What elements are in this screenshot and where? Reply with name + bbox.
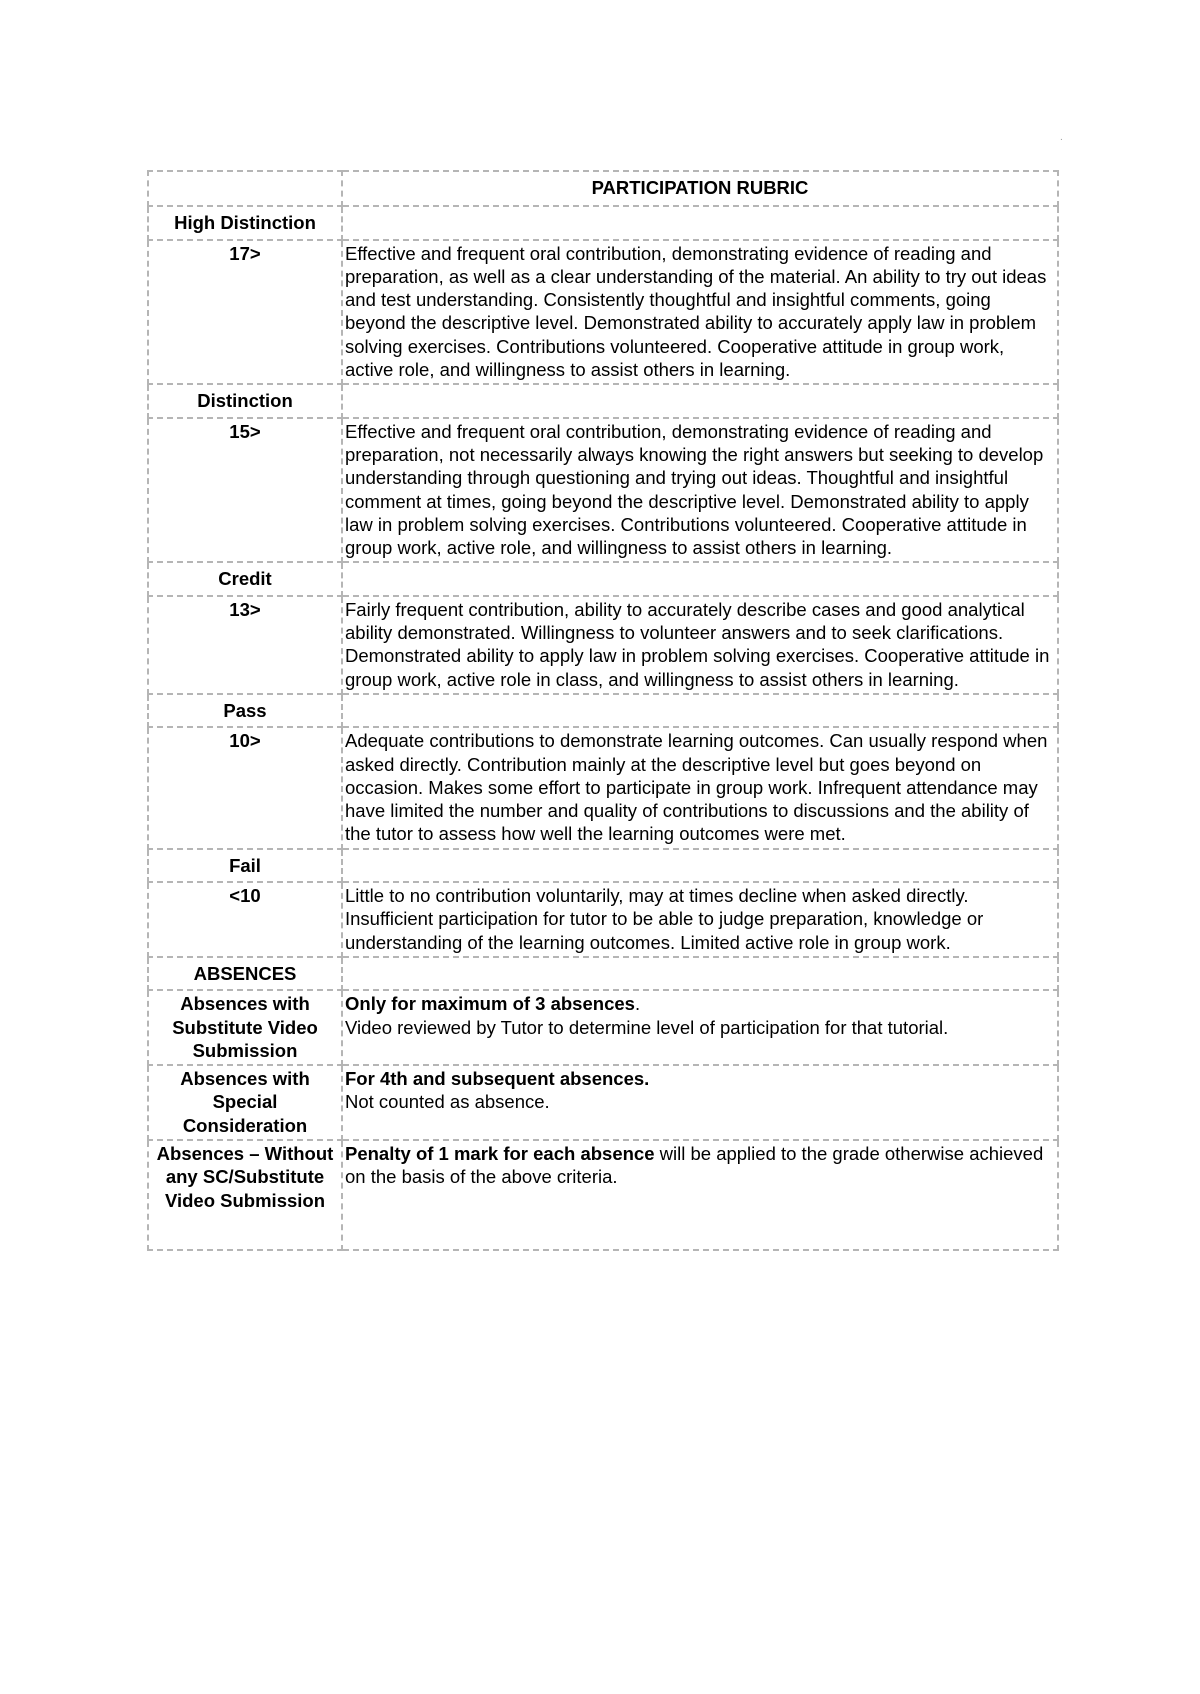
- grade-category-row: [148, 849, 1058, 882]
- grade-category-blank: [342, 849, 1058, 882]
- grade-category-label: Credit: [148, 562, 342, 595]
- absence-policy-emphasis: Penalty of 1 mark for each absence: [345, 1142, 655, 1164]
- participation-rubric-table: [147, 170, 1059, 1251]
- grade-category-row: [148, 694, 1058, 727]
- absence-policy-text: [342, 990, 1058, 1065]
- absence-type-label: Absences with Special Consideration: [148, 1065, 342, 1140]
- grade-category-label: Fail: [148, 849, 342, 882]
- absence-policy-suffix: .: [634, 993, 641, 1015]
- grade-category-label: High Distinction: [148, 206, 342, 239]
- title-blank-cell: [148, 171, 342, 206]
- grade-description: Effective and frequent oral contribution, demonstrating evidence of reading and preparation, not necessarily always knowing the right answers but seeking to develop understanding through questioning and trying out ideas. Thoughtful and insightful comment at times, going beyond the descriptive level. Demonstrated ability to apply law in problem solving exercises. Contributions volunteered. Cooperative attitude in group work, active role, and willingness to assist others in learning.: [342, 418, 1058, 563]
- absence-policy-text: [342, 1140, 1058, 1250]
- grade-category-blank: [342, 694, 1058, 727]
- grade-category-row: [148, 384, 1058, 417]
- grade-criteria-row: [148, 596, 1058, 694]
- absence-policy-text: [342, 1065, 1058, 1140]
- page-corner-mark: .: [1060, 132, 1063, 143]
- grade-description: Effective and frequent oral contribution, demonstrating evidence of reading and preparation, as well as a clear understanding of the material. An ability to try out ideas and test understanding. Consistently thoughtful and insightful comments, going beyond the descriptive level. Demonstrated ability to accurately apply law in problem solving exercises. Contributions volunteered. Cooperative attitude in group work, active role, and willingness to assist others in learning.: [342, 240, 1058, 385]
- grade-criteria-row: [148, 727, 1058, 848]
- grade-category-row: [148, 562, 1058, 595]
- absence-policy-emphasis: For 4th and subsequent absences.: [345, 1068, 650, 1090]
- grade-mark: 15>: [148, 418, 342, 563]
- grade-mark: 10>: [148, 727, 342, 848]
- absence-policy-row: [148, 1065, 1058, 1140]
- grade-criteria-row: [148, 882, 1058, 957]
- absence-policy-emphasis: Only for maximum of 3 absences: [345, 993, 635, 1015]
- absences-heading-row: [148, 957, 1058, 990]
- absence-policy-row: [148, 990, 1058, 1065]
- absence-policy-row: [148, 1140, 1058, 1250]
- absence-policy-detail: Not counted as absence.: [345, 1091, 550, 1113]
- rubric-title: PARTICIPATION RUBRIC: [342, 171, 1058, 206]
- absence-policy-suffix: will be applied to the grade otherwise achieved on the basis of the above criteria.: [345, 1142, 1044, 1188]
- grade-criteria-row: [148, 240, 1058, 385]
- grade-category-blank: [342, 562, 1058, 595]
- grade-category-label: Distinction: [148, 384, 342, 417]
- grade-category-blank: [342, 384, 1058, 417]
- absence-type-label: Absences – Without any SC/Substitute Video Submission: [148, 1140, 342, 1250]
- grade-mark: <10: [148, 882, 342, 957]
- grade-criteria-row: [148, 418, 1058, 563]
- grade-description: Little to no contribution voluntarily, may at times decline when asked directly. Insufficient participation for tutor to be able to judge preparation, knowledge or understanding of the learning outcomes. Limited active role in group work.: [342, 882, 1058, 957]
- grade-category-blank: [342, 206, 1058, 239]
- rubric-title-row: [148, 171, 1058, 206]
- grade-category-row: [148, 206, 1058, 239]
- absences-heading: ABSENCES: [148, 957, 342, 990]
- grade-description: Fairly frequent contribution, ability to accurately describe cases and good analytical ability demonstrated. Willingness to volunteer answers and to seek clarifications. Demonstrated ability to apply law in problem solving exercises. Cooperative attitude in group work, active role in class, and willingness to assist others in learning.: [342, 596, 1058, 694]
- absences-heading-blank: [342, 957, 1058, 990]
- absence-policy-detail: Video reviewed by Tutor to determine level of participation for that tutorial.: [345, 1016, 949, 1038]
- grade-mark: 13>: [148, 596, 342, 694]
- grade-description: Adequate contributions to demonstrate learning outcomes. Can usually respond when asked directly. Contribution mainly at the descriptive level but goes beyond on occasion. Makes some effort to participate in group work. Infrequent attendance may have limited the number and quality of contributions to discussions and the ability of the tutor to assess how well the learning outcomes were met.: [342, 727, 1058, 848]
- grade-category-label: Pass: [148, 694, 342, 727]
- absence-type-label: Absences with Substitute Video Submission: [148, 990, 342, 1065]
- grade-mark: 17>: [148, 240, 342, 385]
